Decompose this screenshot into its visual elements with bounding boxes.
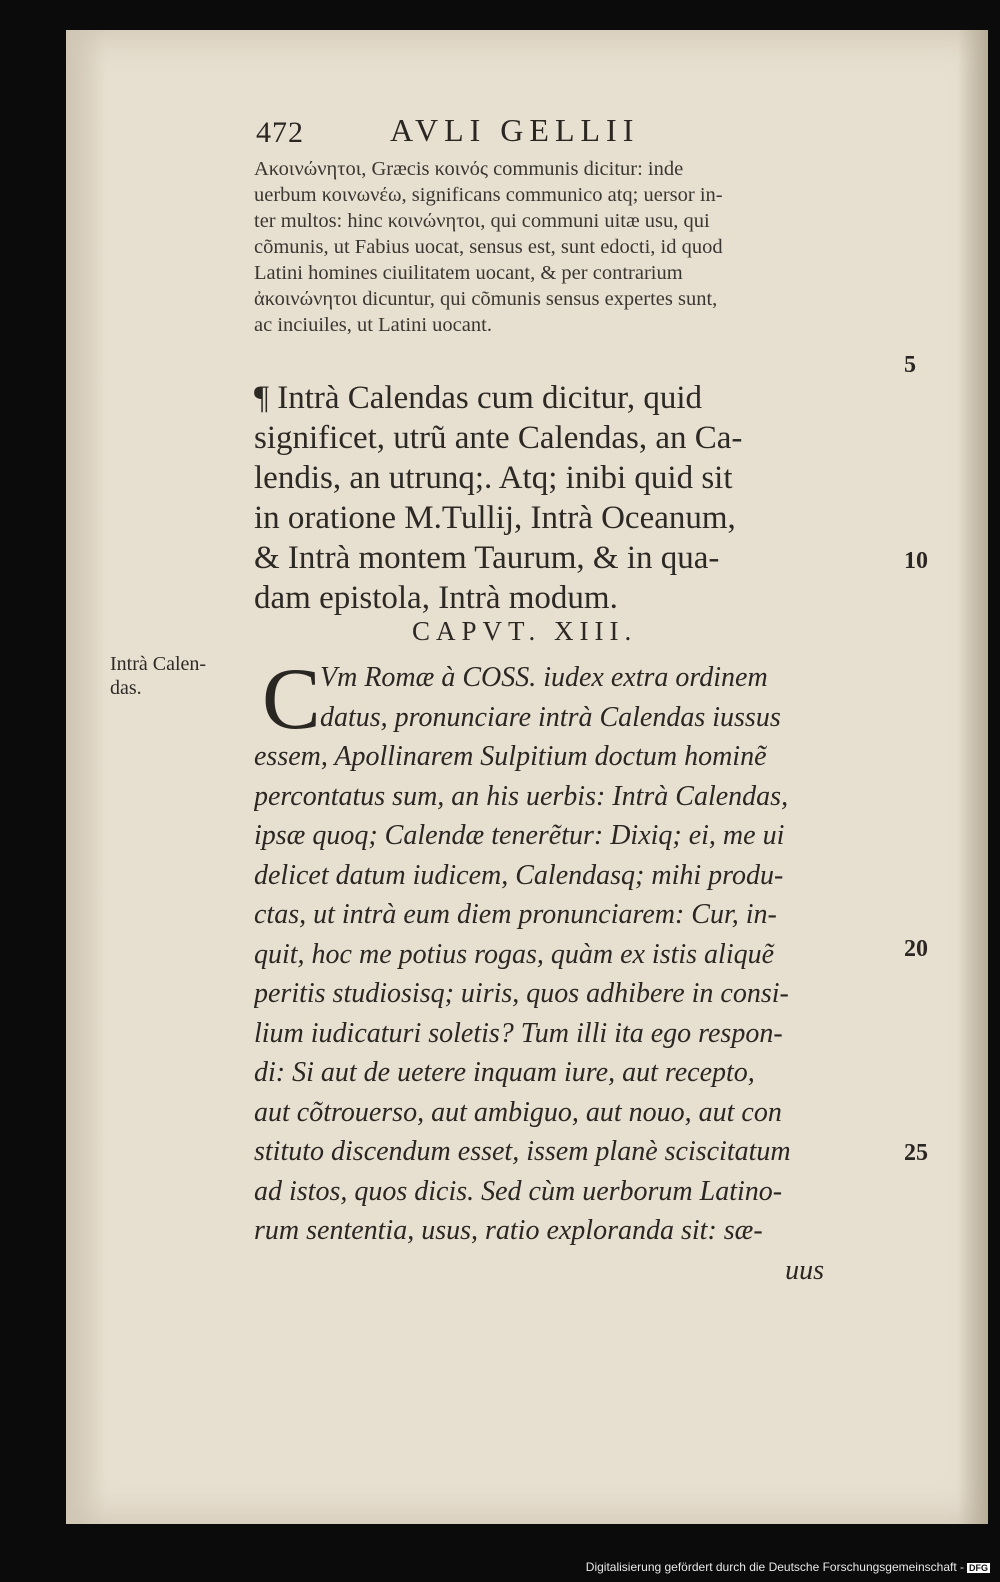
line-number: 25 [904,1140,928,1166]
margin-note [110,652,206,700]
body-line: percontatus sum, an his uerbis: Intrà Calendas, [254,780,789,812]
body-text [254,651,834,1290]
line-number: 5 [904,352,916,378]
note-line: ac inciuiles, ut Latini uocant. [254,314,492,336]
note-line: Ακοινώνητοι, Græcis κοινός communis dicitur: inde [254,158,684,180]
body-line: stituto discendum esset, issem planè sciscitatum [254,1136,791,1167]
running-head [256,112,716,152]
summary-line: in oratione M.Tullij, Intrà Oceanum, [254,500,736,536]
body-line: peritis studiosisq; uiris, quos adhibere in consi- [254,978,789,1009]
body-line: ipsæ quoq; Calendæ tenerẽtur: Dixiq; ei, me ui [254,820,785,851]
note-line: cõmunis, ut Fabius uocat, sensus est, sunt edocti, id quod [254,236,723,258]
body-line: rum sententia, usus, ratio exploranda sit: sæ- [254,1215,763,1246]
body-line: quit, hoc me potius rogas, quàm ex istis aliquẽ [254,938,775,970]
chapter-title: CAPVT. XIII. [412,616,638,646]
digitization-credit [586,1560,990,1574]
credit-text: Digitalisierung gefördert durch die Deutsche Forschungsgemeinschaft - [585,1560,964,1574]
running-title: AVLI GELLII [390,112,640,148]
page-edge [958,30,988,1524]
margin-note-line: das. [110,677,142,699]
summary-line: & Intrà montem Taurum, & in qua- [254,540,720,576]
summary-line: significet, utrũ ante Calendas, an Ca- [254,420,743,456]
note-line: ἀκοινώνητοι dicuntur, qui cõmunis sensus expertes sunt, [254,288,718,310]
body-line: essem, Apollinarem Sulpitium doctum hominẽ [254,741,767,772]
body-line: di: Si aut de uetere inquam iure, aut recepto, [254,1057,755,1088]
body-line: lium iudicaturi soletis? Tum illi ita ego respon- [254,1017,783,1049]
page-number: 472 [256,116,304,149]
dfg-logo: DFG [969,1563,988,1573]
line-number: 20 [904,936,928,962]
summary-line: ¶ Intrà Calendas cum dicitur, quid [254,380,703,416]
summary-line: dam epistola, Intrà modum. [254,580,618,616]
body-line: ctas, ut intrà eum diem pronunciarem: Cur, in- [254,899,777,930]
summary-line: lendis, an utrunq;. Atq; inibi quid sit [254,460,733,496]
commentary-note [254,156,826,338]
line-number: 10 [904,548,928,574]
body-line: ad istos, quos dicis. Sed cùm uerborum Latino- [254,1175,783,1207]
note-line: ter multos: hinc κοινώνητοι, qui communi uitæ usu, qui [254,210,710,232]
page-gutter [66,30,106,1524]
body-line: uus [785,1254,824,1286]
body-line: delicet datum iudicem, Calendasq; mihi produ- [254,859,784,891]
body-line: Vm Romæ à COSS. iudex extra ordinem [320,662,768,693]
body-line: datus, pronunciare intrà Calendas iussus [320,701,781,733]
note-line: uerbum κοινωνέω, significans communico atq; uersor in- [254,184,723,206]
margin-note-line: Intrà Calen- [110,653,207,675]
drop-capital: C [262,651,321,748]
note-line: Latini homines ciuilitatem uocant, & per contrarium [254,262,683,284]
chapter-summary [254,378,826,618]
body-line: aut cõtrouerso, aut ambiguo, aut nouo, aut con [254,1096,782,1128]
